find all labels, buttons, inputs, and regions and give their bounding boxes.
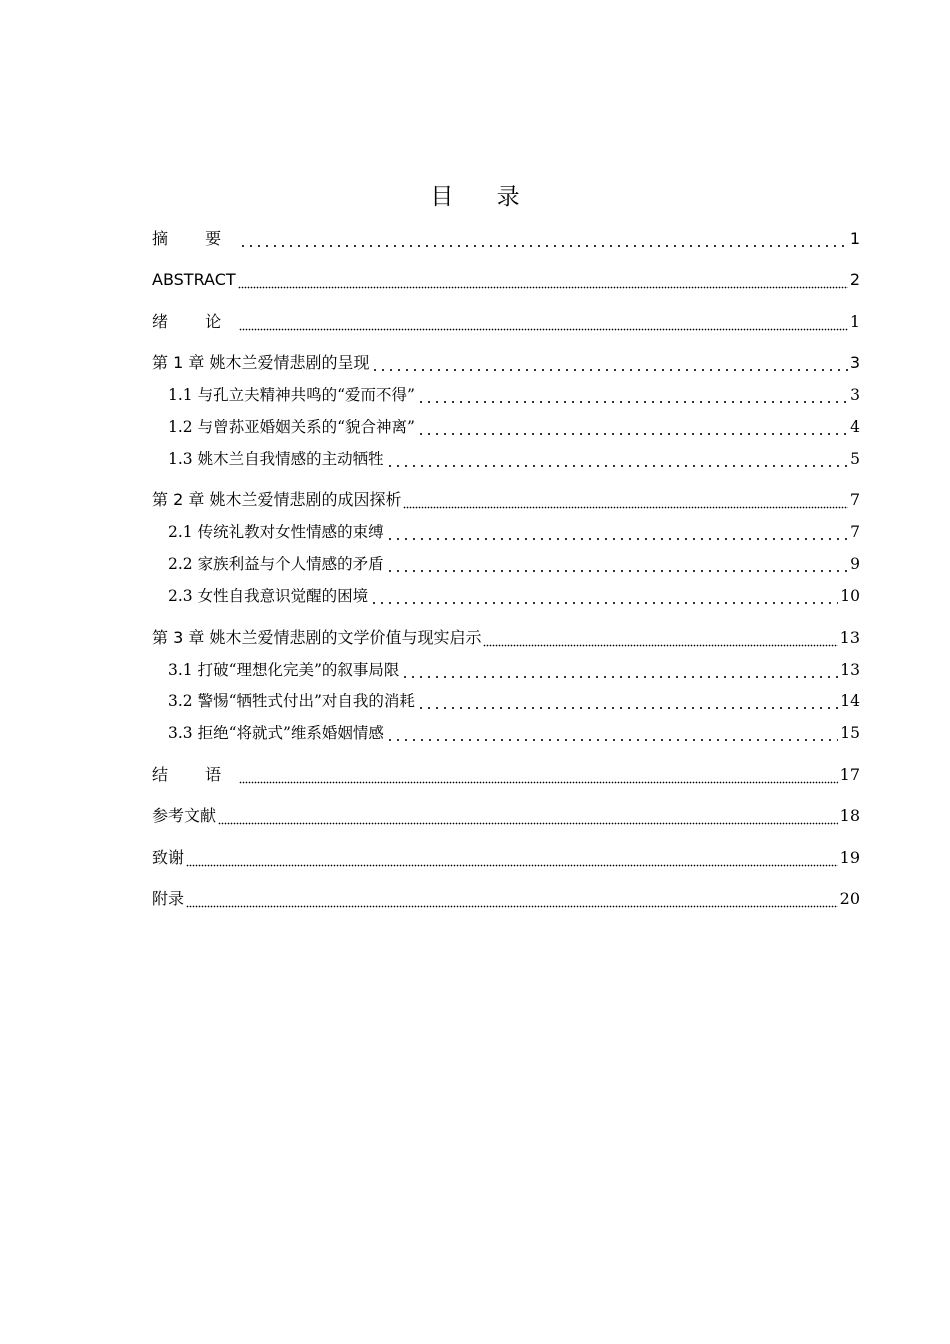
dot-leader [239,764,838,786]
toc-entry-page: 4 [850,418,860,436]
toc-entry-label: 1.3 姚木兰自我情感的主动牺牲 [168,450,384,468]
toc-entry-page: 20 [839,889,860,908]
toc-entry-section-3-3[interactable] [168,718,860,744]
dot-leader [417,384,848,406]
toc-entry-page: 13 [839,628,860,647]
toc-entry-conclusion[interactable] [152,760,860,786]
toc-entry-page: 9 [850,555,860,573]
toc-entry-page: 18 [839,806,860,825]
dot-leader [239,228,848,250]
toc-entry-page: 3 [850,386,860,404]
toc-entry-section-2-3[interactable] [168,581,860,607]
toc-entry-section-3-2[interactable] [168,686,860,712]
toc-entry-label: 3.3 拒绝“将就式”维系婚姻情感 [168,724,384,742]
dot-leader [386,521,849,543]
dot-leader [186,888,838,910]
toc-entry-label: 2.1 传统礼教对女性情感的束缚 [168,523,384,541]
toc-entry-page: 14 [840,692,860,710]
toc-entry-section-3-1[interactable] [168,655,860,681]
toc-entry-label: 第 3 章 姚木兰爱情悲剧的文学价值与现实启示 [152,628,482,647]
toc-entry-page: 1 [849,229,860,248]
toc-entry-label: 参考文献 [152,806,217,825]
toc-entry-label: 致谢 [152,848,185,867]
dot-leader [401,659,838,681]
toc-title: 目 录 [430,184,538,210]
dot-leader [371,352,847,374]
toc-entry-page: 19 [839,848,860,867]
toc-entry-section-1-3[interactable] [168,444,860,470]
toc-entry-label: 摘 要 [152,229,238,248]
dot-leader [403,489,847,511]
toc-entry-label: 2.2 家族利益与个人情感的矛盾 [168,555,384,573]
toc-entry-label: 2.3 女性自我意识觉醒的困境 [168,587,369,605]
toc-entry-section-1-1[interactable] [168,380,860,406]
toc-entry-page: 5 [850,450,860,468]
toc-entry-label: 3.1 打破“理想化完美”的叙事局限 [168,661,400,679]
toc-entry-appendix[interactable] [152,884,860,910]
dot-leader [239,311,848,333]
toc-entry-label: 绪 论 [152,312,238,331]
toc-entry-page: 13 [840,661,860,679]
toc-entry-label: 1.2 与曾荪亚婚姻关系的“貌合神离” [168,418,415,436]
toc-entry-label: 附录 [152,889,185,908]
dot-leader [386,553,849,575]
toc-entry-abstract-en[interactable] [152,265,860,291]
toc-entry-page: 2 [849,270,860,289]
toc-entry-label: 1.1 与孔立夫精神共鸣的“爱而不得” [168,386,415,404]
dot-leader [370,585,838,607]
toc-entry-page: 1 [849,312,860,331]
toc-entry-page: 7 [849,490,860,509]
toc-entry-acknowledgements[interactable] [152,843,860,869]
toc-entry-page: 15 [840,724,860,742]
toc-entry-page: 17 [839,765,860,784]
dot-leader [417,690,838,712]
dot-leader [238,269,848,291]
toc-entry-page: 7 [850,523,860,541]
toc-entry-chapter-2[interactable] [152,485,860,511]
toc-entry-label: ABSTRACT [152,270,236,289]
toc-entry-chapter-1[interactable] [152,348,860,374]
toc-entry-abstract-cn[interactable] [152,224,860,250]
dot-leader [386,722,838,744]
dot-leader [186,847,838,869]
toc-entry-introduction[interactable] [152,307,860,333]
toc-entry-label: 3.2 警惕“牺牲式付出”对自我的消耗 [168,692,415,710]
toc-entry-section-2-1[interactable] [168,517,860,543]
toc-entry-page: 3 [849,353,860,372]
dot-leader [483,627,837,649]
toc-entry-label: 第 2 章 姚木兰爱情悲剧的成因探析 [152,490,402,509]
toc-entry-section-2-2[interactable] [168,549,860,575]
toc-entry-section-1-2[interactable] [168,412,860,438]
dot-leader [417,416,848,438]
toc-entry-page: 10 [840,587,860,605]
dot-leader [218,805,838,827]
toc-entry-references[interactable] [152,801,860,827]
toc-entry-chapter-3[interactable] [152,623,860,649]
toc-entry-label: 结 语 [152,765,238,784]
dot-leader [386,448,849,470]
toc-entry-label: 第 1 章 姚木兰爱情悲剧的呈现 [152,353,370,372]
